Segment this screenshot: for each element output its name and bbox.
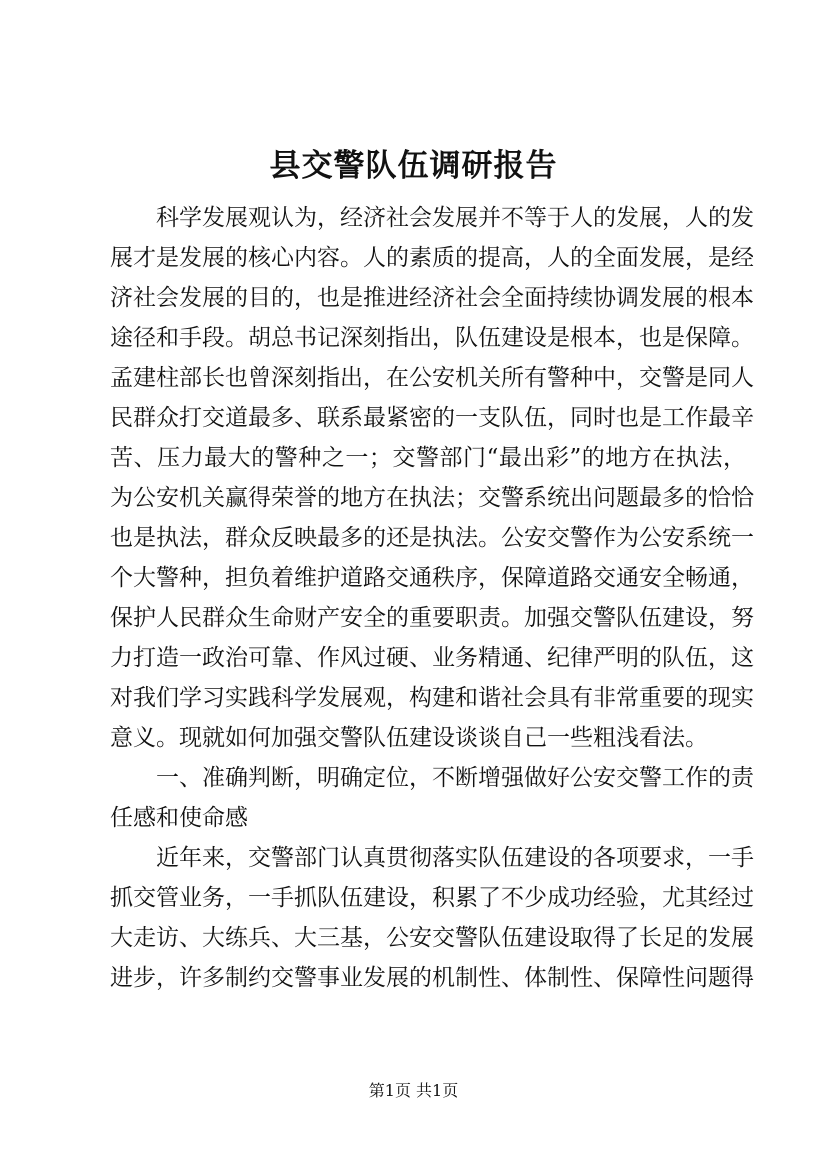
body-line: 大走访、大练兵、大三基，公安交警队伍建设取得了长足的发展 [110, 925, 754, 951]
section-heading-line: 一、准确判断，明确定位，不断增强做好公安交警工作的责 [110, 765, 754, 791]
body-line: 孟建柱部长也曾深刻指出，在公安机关所有警种中，交警是同人 [110, 365, 754, 391]
body-line: 个大警种，担负着维护道路交通秩序，保障道路交通安全畅通， [110, 565, 754, 591]
body-line: 为公安机关赢得荣誉的地方在执法；交警系统出问题最多的恰恰 [110, 485, 754, 511]
body-line: 途径和手段。胡总书记深刻指出，队伍建设是根本，也是保障。 [110, 325, 754, 351]
body-line: 力打造一政治可靠、作风过硬、业务精通、纪律严明的队伍，这 [110, 645, 754, 671]
body-line: 近年来，交警部门认真贯彻落实队伍建设的各项要求，一手 [110, 845, 754, 871]
page-number-footer: 第1页 共1页 [368, 1081, 459, 1100]
body-line: 苦、压力最大的警种之一；交警部门“最出彩”的地方在执法， [110, 445, 746, 471]
body-line: 保护人民群众生命财产安全的重要职责。加强交警队伍建设，努 [110, 605, 754, 631]
body-line: 进步，许多制约交警事业发展的机制性、体制性、保障性问题得 [110, 965, 754, 991]
body-line: 民群众打交道最多、联系最紧密的一支队伍，同时也是工作最辛 [110, 405, 754, 431]
body-line: 抓交管业务，一手抓队伍建设，积累了不少成功经验，尤其经过 [110, 885, 754, 911]
body-line: 展才是发展的核心内容。人的素质的提高，人的全面发展，是经 [110, 245, 754, 271]
body-line: 意义。现就如何加强交警队伍建设谈谈自己一些粗浅看法。 [110, 725, 708, 751]
body-line: 对我们学习实践科学发展观，构建和谐社会具有非常重要的现实 [110, 685, 754, 711]
body-line: 科学发展观认为，经济社会发展并不等于人的发展，人的发 [110, 205, 754, 231]
document-body [110, 198, 754, 998]
section-heading-line: 任感和使命感 [110, 805, 248, 831]
document-title: 县交警队伍调研报告 [269, 148, 558, 184]
body-line: 济社会发展的目的，也是推进经济社会全面持续协调发展的根本 [110, 285, 754, 311]
body-line: 也是执法，群众反映最多的还是执法。公安交警作为公安系统一 [110, 525, 754, 551]
